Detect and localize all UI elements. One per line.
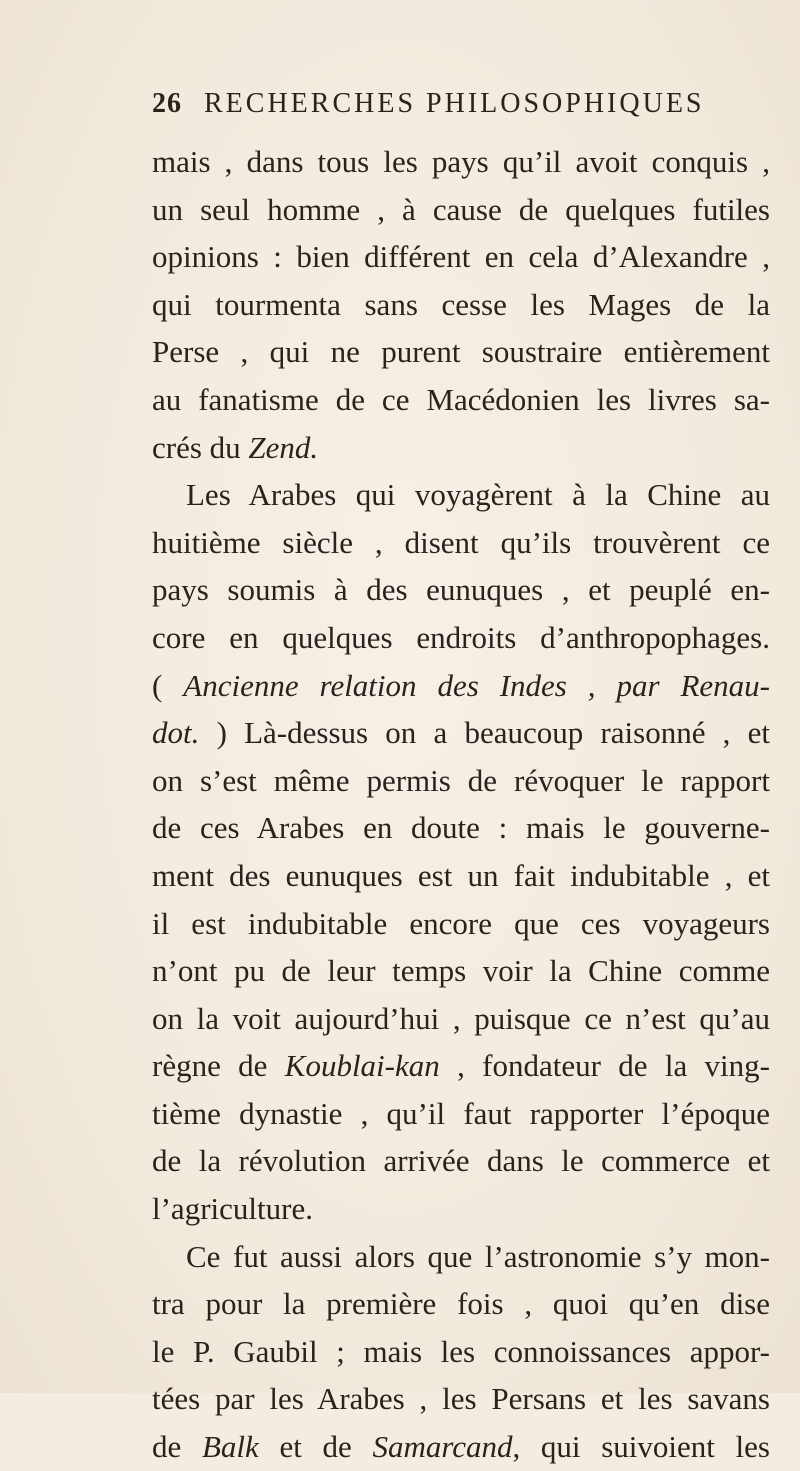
text-line: tra pour la première fois , quoi qu’en dise [152,1286,770,1322]
page-number: 26 [152,88,182,119]
paragraph-start-line: Les Arabes qui voyagèrent à la Chine au [186,477,770,513]
text-line: de la révolution arrivée dans le commerce et [152,1143,770,1179]
text-line: tées par les Arabes , les Persans et les savans [152,1381,770,1417]
text-line: mais , dans tous les pays qu’il avoit conquis , [152,144,770,179]
text-line: core en quelques endroits d’anthropophages. [152,619,770,655]
text-line: Perse , qui ne purent soustraire entièrement [152,334,770,370]
text-line: on s’est même permis de révoquer le rapport [152,762,770,798]
text-line: de Balk et de Samarcand, qui suivoient les [152,1429,770,1465]
text-line: tième dynastie , qu’il faut rapporter l’époque [152,1095,770,1131]
paragraph-start-line: Ce fut aussi alors que l’astronomie s’y mon- [186,1238,770,1274]
text-line: ment des eunuques est un fait indubitable , et [152,857,770,893]
text-line: pays soumis à des eunuques , et peuplé en- [152,572,770,608]
text-line: ( Ancienne relation des Indes , par Renau- [152,667,771,703]
italic-name: Koublai-kan [284,1048,440,1084]
text-line: au fanatisme de ce Macédonien les livres sa- [152,381,770,417]
text-line: dot. ) Là-dessus on a beaucoup raisonné , et [152,715,770,751]
text-line: de ces Arabes en doute : mais le gouverne- [152,810,770,846]
running-title: RECHERCHES PHILOSOPHIQUES [204,88,705,119]
text-line: n’ont pu de leur temps voir la Chine comme [152,953,770,989]
text-line: le P. Gaubil ; mais les connoissances appor- [152,1333,770,1369]
italic-place: Balk [201,1429,259,1465]
italic-place: Samarcand [372,1429,513,1465]
text-line: règne de Koublai-kan , fondateur de la ving- [152,1048,770,1084]
text-line: crés du Zend. [152,429,319,465]
italic-citation: Ancienne relation des Indes , par Renau- [183,667,771,703]
text-line: l’agriculture. [152,1191,313,1227]
text-line: un seul homme , à cause de quelques futiles [152,191,770,227]
italic-citation: dot. [152,715,200,751]
text-line: il est indubitable encore que ces voyageurs [152,905,770,941]
text-line: opinions : bien différent en cela d’Alexandre , [152,239,770,275]
text-line: on la voit aujourd’hui , puisque ce n’est qu’au [152,1000,770,1036]
body-text [152,138,770,1471]
text-line: qui tourmenta sans cesse les Mages de la [152,286,770,322]
italic-title: Zend. [248,429,319,465]
page-header [152,88,762,128]
text-line: huitième siècle , disent qu’ils trouvèrent ce [152,524,770,560]
